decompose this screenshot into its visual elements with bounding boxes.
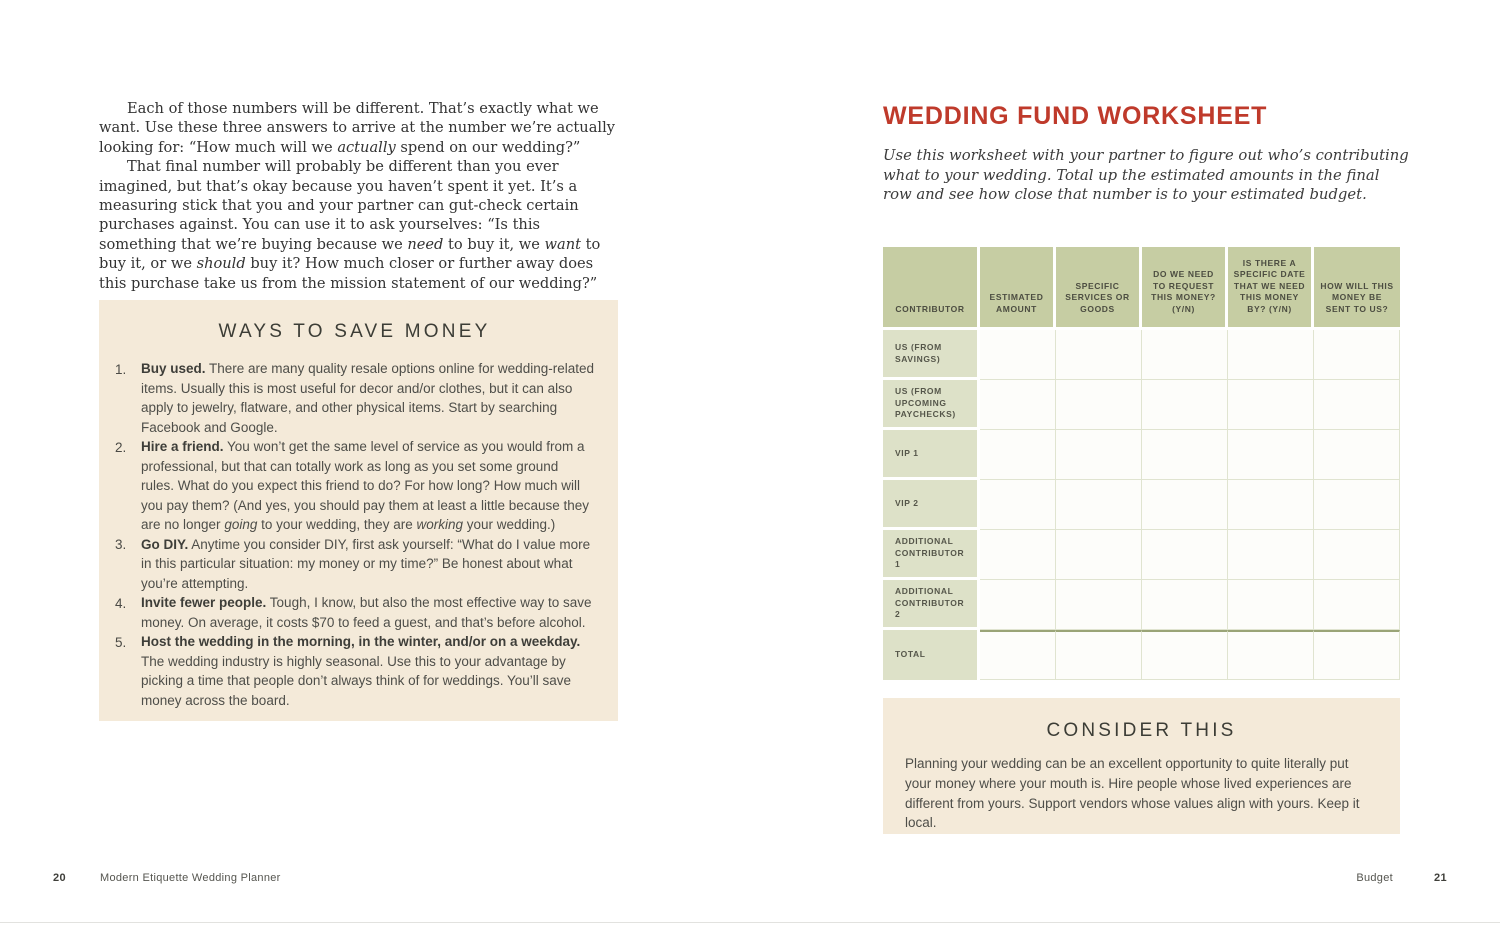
row-label: TOTAL — [883, 630, 980, 680]
footer-page-number-right: 21 — [1433, 872, 1447, 884]
savings-list-item — [115, 632, 594, 710]
page-bottom-edge-line — [0, 922, 1500, 923]
savings-box-title: WAYS TO SAVE MONEY — [218, 321, 491, 342]
row-label: VIP 1 — [883, 430, 980, 480]
worksheet-cell — [1314, 530, 1400, 580]
worksheet-cell — [1056, 530, 1142, 580]
worksheet-cell — [1228, 580, 1314, 630]
worksheet-cell — [1056, 630, 1142, 680]
item-number: 1. — [115, 361, 127, 377]
footer-section-label: Budget — [1356, 872, 1393, 884]
column-header-contributor: CONTRIBUTOR — [883, 247, 980, 330]
worksheet-cell — [1056, 430, 1142, 480]
worksheet-title: WEDDING FUND WORKSHEET — [883, 102, 1268, 130]
table-row — [883, 580, 1400, 630]
worksheet-cell — [1142, 480, 1228, 530]
worksheet-cell — [980, 530, 1056, 580]
savings-list-item — [115, 359, 594, 437]
consider-box-body: Planning your wedding can be an excellent opportunity to quite literally put your money where your mouth is. Hire people whose lived experiences are different from yours. Support vendors whose values align with yours. Keep it local. — [905, 756, 1360, 831]
item-number: 2. — [115, 439, 127, 455]
column-header-estimated-amount: ESTIMATED AMOUNT — [980, 247, 1056, 330]
table-row — [883, 480, 1400, 530]
worksheet-cell — [1314, 430, 1400, 480]
table-row-total — [883, 630, 1400, 680]
worksheet-cell — [980, 330, 1056, 380]
table-row — [883, 330, 1400, 380]
worksheet-cell — [1142, 630, 1228, 680]
worksheet-cell — [1314, 330, 1400, 380]
worksheet-table — [883, 247, 1400, 680]
worksheet-cell — [1142, 380, 1228, 430]
savings-list — [115, 359, 594, 710]
consider-box-title: CONSIDER THIS — [1046, 720, 1237, 741]
item-text: Go DIY. Anytime you consider DIY, first ask yourself: “What do I value more in this particular situation: my money or my time?” Be honest about what you’re attempting. — [141, 536, 591, 591]
worksheet-cell — [980, 430, 1056, 480]
worksheet-cell — [1142, 330, 1228, 380]
savings-list-item — [115, 437, 594, 535]
body-paragraph: Each of those numbers will be different. That’s exactly what we want. Use these three answers to arrive at the number we’re actually looking for: “How much will we actually spend on our wedding?” — [99, 100, 615, 156]
table-row — [883, 380, 1400, 430]
row-label: VIP 2 — [883, 480, 980, 530]
item-number: 3. — [115, 537, 127, 552]
worksheet-cell — [980, 380, 1056, 430]
footer-page-number-left: 20 — [53, 872, 67, 884]
consider-this-box — [883, 698, 1400, 834]
row-label: ADDITIONAL CONTRIBUTOR 1 — [883, 530, 980, 580]
worksheet-cell — [1228, 530, 1314, 580]
worksheet-cell — [1056, 330, 1142, 380]
column-header-money-sent: HOW WILL THIS MONEY BE SENT TO US? — [1314, 247, 1400, 330]
item-number: 4. — [115, 595, 127, 611]
column-header-specific-date: IS THERE A SPECIFIC DATE THAT WE NEED THIS MONEY BY? (Y/N) — [1228, 247, 1314, 330]
worksheet-cell — [1228, 380, 1314, 430]
body-paragraph: That final number will probably be different than you ever imagined, but that’s okay because you haven’t spent it yet. It’s a measuring stick that you and your partner can gut-check certain purchases against. You can use it to ask yourselves: “Is this something that we’re buying because we need to buy it, we want to buy it, or we should buy it? How much closer or further away does this purchase take us from the mission statement of our wedding?” — [99, 158, 601, 292]
worksheet-cell — [1228, 330, 1314, 380]
worksheet-cell — [1142, 580, 1228, 630]
left-page-body-text — [99, 99, 620, 293]
row-label: ADDITIONAL CONTRIBUTOR 2 — [883, 580, 980, 630]
worksheet-cell — [1056, 380, 1142, 430]
item-text: Host the wedding in the morning, in the winter, and/or on a weekday. The wedding industry is highly seasonal. Use this to your advantage by picking a time that people don’t always think of for weddings. You’ll save money across the board. — [141, 634, 581, 708]
table-header-row — [883, 247, 1400, 330]
worksheet-cell — [1314, 480, 1400, 530]
item-number: 5. — [115, 634, 127, 650]
item-text: Buy used. There are many quality resale options online for wedding-related items. Usually this is most useful for decor and/or clothes, but it can also apply to jewelry, flatware, and other physical items. Start by searching Facebook and Google. — [141, 361, 594, 435]
item-text: Invite fewer people. Tough, I know, but also the most effective way to save money. On average, it costs $70 to feed a guest, and that’s before alcohol. — [141, 595, 592, 630]
savings-list-item — [115, 535, 594, 594]
worksheet-cell — [980, 480, 1056, 530]
row-label: US (FROM SAVINGS) — [883, 330, 980, 380]
worksheet-cell — [1056, 580, 1142, 630]
worksheet-cell — [1142, 430, 1228, 480]
table-row — [883, 430, 1400, 480]
worksheet-cell — [1314, 630, 1400, 680]
item-text: Hire a friend. You won’t get the same level of service as you would from a professional, but that can totally work as long as you set some ground rules. What do you expect this friend to do? For how long? How much will you pay them? (And yes, you should pay them at least a little because they are no longer going to your wedding, they are working your wedding.) — [141, 439, 590, 532]
worksheet-cell — [980, 580, 1056, 630]
table-row — [883, 530, 1400, 580]
row-label: US (FROM UPCOMING PAYCHECKS) — [883, 380, 980, 430]
worksheet-cell — [1314, 380, 1400, 430]
worksheet-cell — [1228, 630, 1314, 680]
worksheet-cell — [980, 630, 1056, 680]
column-header-request-money: DO WE NEED TO REQUEST THIS MONEY? (Y/N) — [1142, 247, 1228, 330]
worksheet-cell — [1314, 580, 1400, 630]
worksheet-cell — [1056, 480, 1142, 530]
footer-book-title: Modern Etiquette Wedding Planner — [100, 872, 281, 884]
savings-list-item — [115, 593, 594, 632]
worksheet-cell — [1228, 430, 1314, 480]
worksheet-cell — [1228, 480, 1314, 530]
column-header-specific-services: SPECIFIC SERVICES OR GOODS — [1056, 247, 1142, 330]
worksheet-intro: Use this worksheet with your partner to figure out who’s contributing what to your wedding. Total up the estimated amounts in the final row and see how close that number is to your estimated budget. — [883, 147, 1409, 204]
ways-to-save-money-box — [99, 300, 618, 721]
worksheet-cell — [1142, 530, 1228, 580]
